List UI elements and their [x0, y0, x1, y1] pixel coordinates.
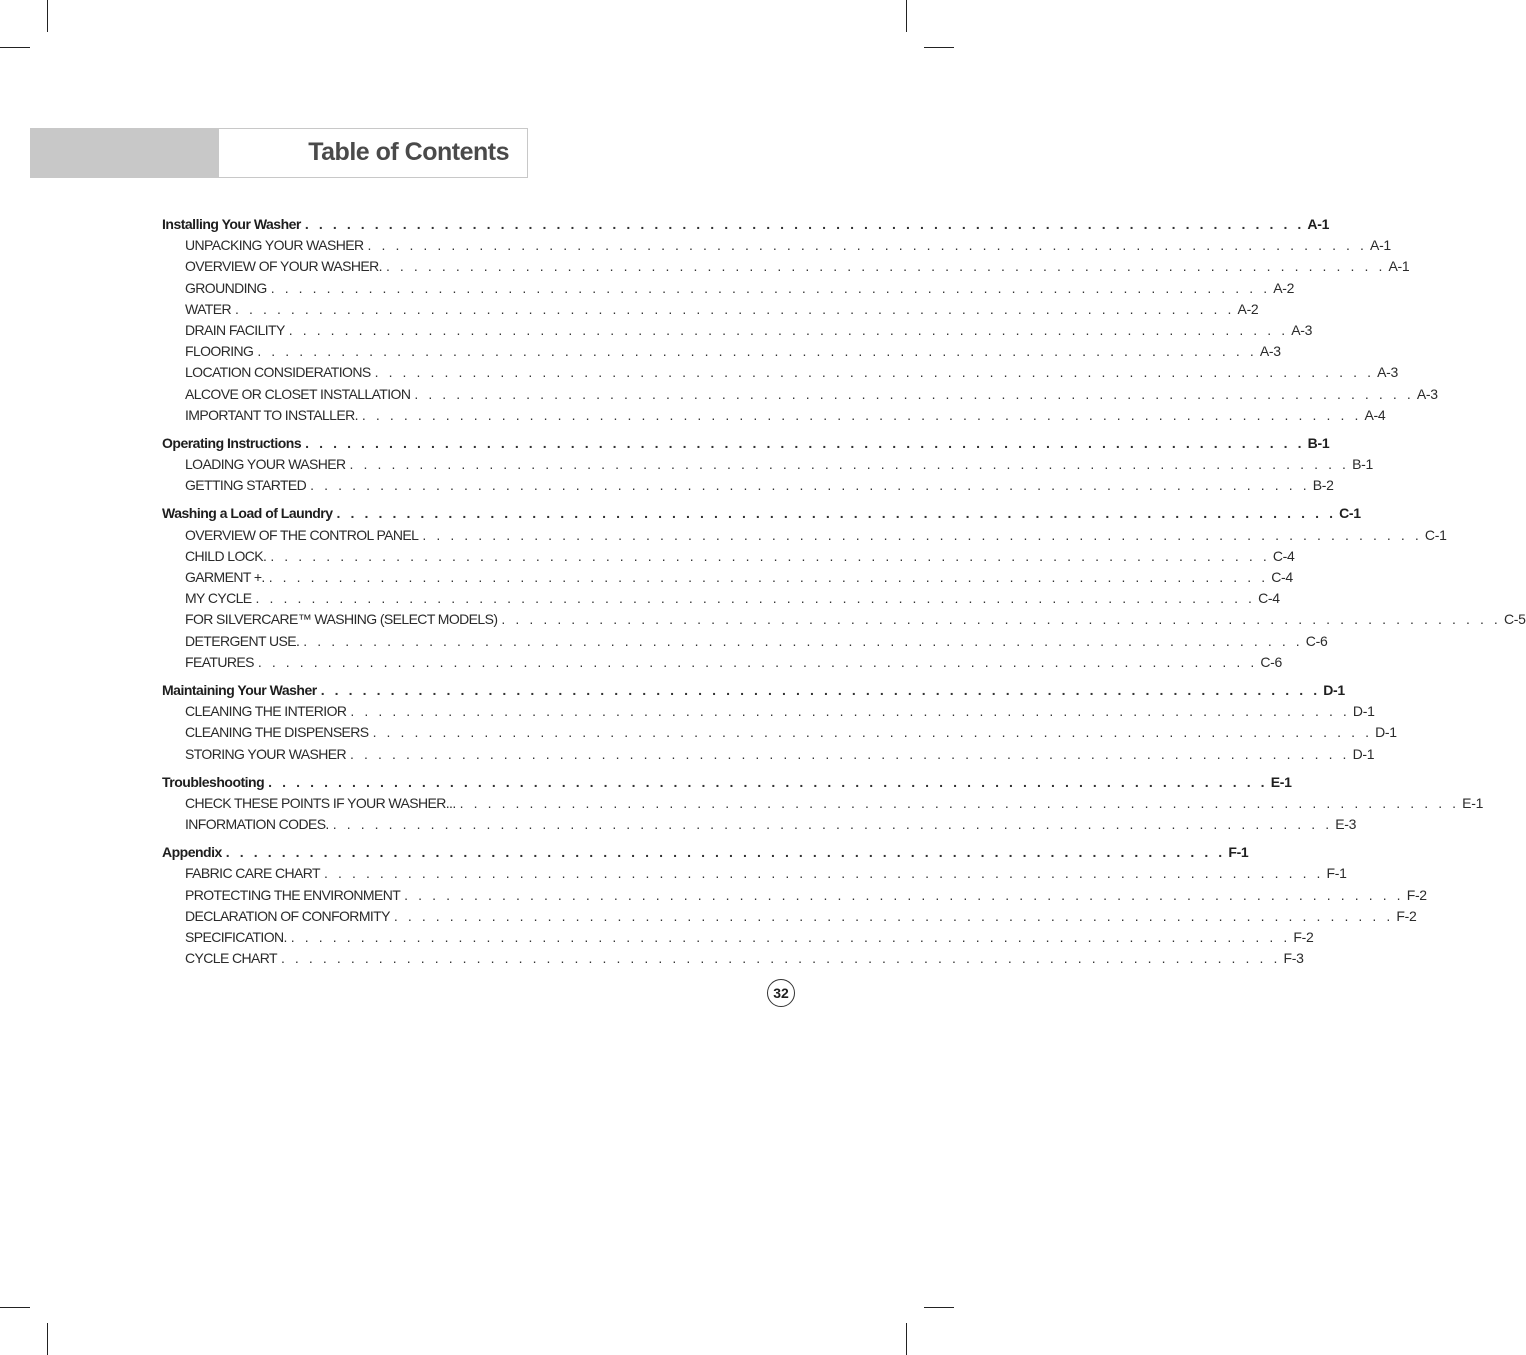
toc-entry[interactable]: [162, 927, 1314, 948]
toc-section-heading[interactable]: [162, 842, 1249, 863]
toc-entry-label: GETTING STARTED: [185, 477, 307, 494]
toc-entry[interactable]: [162, 235, 1391, 256]
toc-entry-label: SPECIFICATION.: [185, 929, 287, 945]
toc-entry-label: FABRIC CARE CHART: [185, 865, 321, 882]
toc-entry-label: CYCLE CHART: [185, 950, 277, 967]
header-grey-block: [31, 129, 219, 177]
dot-leader: . . . . . . . . . . . . . . . . . . . . . . . . . . . . . . . . . . . . . . . . . . . . . . . . . . . . . . . . . . . . . . . . . . . . . . . .: [290, 929, 1291, 945]
dot-leader: . . . . . . . . . . . . . . . . . . . . . . . . . . . . . . . . . . . . . . . . . . . . . . . . . . . . . . . . . . . . . . . . . . . . . . . .: [385, 258, 1386, 275]
toc-entry[interactable]: [162, 546, 1295, 567]
toc-section-heading[interactable]: [162, 772, 1292, 793]
dot-leader: . . . . . . . . . . . . . . . . . . . . . . . . . . . . . . . . . . . . . . . . . . . . . . . . . . . . . . . . . . . . . . . . . . . . . . . .: [320, 681, 1321, 698]
toc-entry[interactable]: [162, 631, 1328, 652]
toc-section-heading[interactable]: [162, 433, 1330, 454]
toc-section-heading-label: Operating Instructions: [162, 434, 302, 451]
toc-entry-page: C-1: [1424, 526, 1447, 543]
toc-entry-page: C-4: [1258, 590, 1280, 607]
toc-entry[interactable]: [162, 454, 1373, 475]
dot-leader: . . . . . . . . . . . . . . . . . . . . . . . . . . . . . . . . . . . . . . . . . . . . . . . . . . . . . . . . . . . . . . . . . . . . . . . .: [270, 279, 1271, 296]
toc-section: [162, 503, 1526, 673]
dot-leader: . . . . . . . . . . . . . . . . . . . . . . . . . . . . . . . . . . . . . . . . . . . . . . . . . . . . . . . . . . . . . . . . . . . . . . . .: [336, 505, 1337, 522]
toc-entry-page: A-2: [1273, 279, 1295, 296]
dot-leader: . . . . . . . . . . . . . . . . . . . . . . . . . . . . . . . . . . . . . . . . . . . . . . . . . . . . . . . . . . . . . . . . . . . . . . . .: [361, 406, 1362, 423]
dot-leader: . . . . . . . . . . . . . . . . . . . . . . . . . . . . . . . . . . . . . . . . . . . . . . . . . . . . . . . . . . . . . . . . . . . . . . . .: [268, 569, 1269, 585]
toc-section: [162, 214, 1438, 426]
toc-section-heading-page: D-1: [1323, 681, 1345, 698]
dot-leader: . . . . . . . . . . . . . . . . . . . . . . . . . . . . . . . . . . . . . . . . . . . . . . . . . . . . . . . . . . . . . . . . . . . . . . . .: [422, 526, 1422, 543]
page-header: [30, 128, 528, 178]
dot-leader: . . . . . . . . . . . . . . . . . . . . . . . . . . . . . . . . . . . . . . . . . . . . . . . . . . . . . . . . . . . . . . . . . . . . . . . .: [393, 907, 1394, 924]
dot-leader: . . . . . . . . . . . . . . . . . . . . . . . . . . . . . . . . . . . . . . . . . . . . . . . . . . . . . . . . . . . . . . . . . . . . . . . .: [374, 364, 1375, 381]
dot-leader: . . . . . . . . . . . . . . . . . . . . . . . . . . . . . . . . . . . . . . . . . . . . . . . . . . . . . . . . . . . . . . . . . . . . . . . .: [304, 216, 1305, 232]
toc-entry-page: A-3: [1291, 321, 1313, 338]
toc-entry-label: GROUNDING: [185, 279, 267, 296]
toc-entry[interactable]: [162, 278, 1295, 299]
dot-leader: . . . . . . . . . . . . . . . . . . . . . . . . . . . . . . . . . . . . . . . . . . . . . . . . . . . . . . . . . . . . . . . . . . . . . . . .: [268, 773, 1268, 790]
toc-section-heading-label: Washing a Load of Laundry: [162, 505, 333, 522]
toc-section-heading-label: Appendix: [162, 844, 222, 861]
toc-entry[interactable]: [162, 948, 1304, 969]
toc-entry[interactable]: [162, 567, 1293, 588]
toc-entry-label: LOCATION CONSIDERATIONS: [185, 364, 371, 381]
toc-section-heading-page: C-1: [1339, 505, 1361, 522]
toc-entry-page: A-3: [1259, 343, 1281, 360]
toc-entry-label: DECLARATION OF CONFORMITY: [185, 907, 390, 924]
toc-entry[interactable]: [162, 906, 1417, 927]
toc-entry[interactable]: [162, 341, 1281, 362]
toc-entry[interactable]: [162, 588, 1280, 609]
dot-leader: . . . . . . . . . . . . . . . . . . . . . . . . . . . . . . . . . . . . . . . . . . . . . . . . . . . . . . . . . . . . . . . . . . . . . . . .: [255, 590, 1256, 607]
toc-entry[interactable]: [162, 475, 1334, 496]
toc-entry-label: CLEANING THE INTERIOR: [185, 703, 347, 720]
toc-entry-label: CLEANING THE DISPENSERS: [185, 724, 369, 741]
crop-mark: [47, 1323, 48, 1355]
toc-entry-label: INFORMATION CODES.: [185, 816, 329, 833]
toc-entry-label: LOADING YOUR WASHER: [185, 456, 346, 473]
toc-entry-label: FLOORING: [185, 343, 254, 360]
toc-entry-label: GARMENT +.: [185, 569, 265, 585]
dot-leader: . . . . . . . . . . . . . . . . . . . . . . . . . . . . . . . . . . . . . . . . . . . . . . . . . . . . . . . . . . . . . . . . . . . . . . . .: [257, 343, 1257, 360]
dot-leader: . . . . . . . . . . . . . . . . . . . . . . . . . . . . . . . . . . . . . . . . . . . . . . . . . . . . . . . . . . . . . . . . . . . . . . . .: [459, 794, 1460, 811]
toc-entry-page: F-2: [1406, 886, 1427, 903]
toc-entry-page: F-2: [1293, 929, 1314, 945]
toc-section: [162, 842, 1427, 969]
dot-leader: . . . . . . . . . . . . . . . . . . . . . . . . . . . . . . . . . . . . . . . . . . . . . . . . . . . . . . . . . . . . . . . . . . . . . . . .: [310, 477, 1310, 494]
toc-entry-page: A-1: [1370, 237, 1391, 254]
toc-section-heading-page: F-1: [1228, 844, 1249, 861]
toc-entry[interactable]: [162, 320, 1313, 341]
toc-entry-page: A-2: [1237, 300, 1259, 317]
toc-section-heading-label: Troubleshooting: [162, 773, 265, 790]
toc-entry-page: A-1: [1388, 258, 1410, 275]
toc-entry-label: PROTECTING THE ENVIRONMENT: [185, 886, 401, 903]
toc-entry-label: DETERGENT USE.: [185, 632, 300, 649]
toc-entry-label: FOR SILVERCARE™ WASHING (SELECT MODELS): [185, 611, 498, 628]
toc-entry-page: F-2: [1396, 907, 1417, 924]
toc-entry-label: CHILD LOCK.: [185, 547, 267, 564]
toc-entry-label: DRAIN FACILITY: [185, 321, 285, 338]
toc-section: [162, 680, 1397, 765]
toc-entry-page: B-1: [1352, 456, 1373, 473]
toc-entry-page: A-4: [1364, 406, 1386, 423]
crop-mark: [47, 0, 48, 32]
toc-entry[interactable]: [162, 525, 1447, 546]
page-number-badge: 32: [767, 979, 795, 1007]
dot-leader: . . . . . . . . . . . . . . . . . . . . . . . . . . . . . . . . . . . . . . . . . . . . . . . . . . . . . . . . . . . . . . . . . . . . . . . .: [414, 385, 1414, 402]
dot-leader: . . . . . . . . . . . . . . . . . . . . . . . . . . . . . . . . . . . . . . . . . . . . . . . . . . . . . . . . . . . . . . . . . . . . . . . .: [270, 547, 1270, 564]
toc-section-heading-page: A-1: [1307, 216, 1330, 232]
toc-entry-page: C-4: [1272, 547, 1295, 564]
dot-leader: . . . . . . . . . . . . . . . . . . . . . . . . . . . . . . . . . . . . . . . . . . . . . . . . . . . . . . . . . . . . . . . . . . . . . . . .: [332, 816, 1333, 833]
crop-mark: [924, 1307, 954, 1308]
dot-leader: . . . . . . . . . . . . . . . . . . . . . . . . . . . . . . . . . . . . . . . . . . . . . . . . . . . . . . . . . . . . . . . . . . . . . . . .: [350, 703, 1350, 720]
crop-mark: [0, 1307, 30, 1308]
dot-leader: . . . . . . . . . . . . . . . . . . . . . . . . . . . . . . . . . . . . . . . . . . . . . . . . . . . . . . . . . . . . . . . . . . . . . . . .: [235, 300, 1235, 317]
toc-entry[interactable]: [162, 793, 1484, 814]
toc-entry[interactable]: [162, 885, 1427, 906]
page-title: Table of Contents: [308, 138, 509, 166]
toc-entry-page: B-2: [1312, 477, 1334, 494]
toc-entry-page: E-3: [1335, 816, 1357, 833]
dot-leader: . . . . . . . . . . . . . . . . . . . . . . . . . . . . . . . . . . . . . . . . . . . . . . . . . . . . . . . . . . . . . . . . . . . . . . . .: [350, 745, 1350, 762]
dot-leader: . . . . . . . . . . . . . . . . . . . . . . . . . . . . . . . . . . . . . . . . . . . . . . . . . . . . . . . . . . . . . . . . . . . . . . . .: [404, 886, 1404, 903]
toc-section: [162, 433, 1373, 497]
toc-entry-page: A-3: [1377, 364, 1399, 381]
toc-entry-page: F-1: [1326, 865, 1347, 882]
toc-entry-label: IMPORTANT TO INSTALLER.: [185, 406, 358, 423]
toc-entry-page: C-5: [1503, 611, 1526, 628]
toc-entry[interactable]: [162, 814, 1357, 835]
toc-entry-page: C-6: [1260, 653, 1283, 670]
toc-entry-page: D-1: [1375, 724, 1397, 741]
toc-section-heading[interactable]: [162, 214, 1330, 235]
toc-entry[interactable]: [162, 405, 1386, 426]
toc-entry-label: CHECK THESE POINTS IF YOUR WASHER...: [185, 794, 456, 811]
toc-section-heading-label: Maintaining Your Washer: [162, 681, 317, 698]
dot-leader: . . . . . . . . . . . . . . . . . . . . . . . . . . . . . . . . . . . . . . . . . . . . . . . . . . . . . . . . . . . . . . . . . . . . . . . .: [324, 865, 1324, 882]
crop-mark: [0, 47, 30, 48]
dot-leader: . . . . . . . . . . . . . . . . . . . . . . . . . . . . . . . . . . . . . . . . . . . . . . . . . . . . . . . . . . . . . . . . . . . . . . . .: [367, 237, 1368, 254]
dot-leader: . . . . . . . . . . . . . . . . . . . . . . . . . . . . . . . . . . . . . . . . . . . . . . . . . . . . . . . . . . . . . . . . . . . . . . . .: [225, 844, 1226, 861]
dot-leader: . . . . . . . . . . . . . . . . . . . . . . . . . . . . . . . . . . . . . . . . . . . . . . . . . . . . . . . . . . . . . . . . . . . . . . . .: [349, 456, 1350, 473]
toc-entry-label: OVERVIEW OF YOUR WASHER.: [185, 258, 382, 275]
dot-leader: . . . . . . . . . . . . . . . . . . . . . . . . . . . . . . . . . . . . . . . . . . . . . . . . . . . . . . . . . . . . . . . . . . . . . . . .: [303, 632, 1303, 649]
dot-leader: . . . . . . . . . . . . . . . . . . . . . . . . . . . . . . . . . . . . . . . . . . . . . . . . . . . . . . . . . . . . . . . . . . . . . . . .: [305, 434, 1305, 451]
table-of-contents: [162, 214, 1526, 976]
toc-entry-page: F-3: [1283, 950, 1304, 967]
toc-entry-label: STORING YOUR WASHER: [185, 745, 347, 762]
toc-section: [162, 772, 1484, 836]
crop-mark: [906, 0, 907, 32]
toc-entry-page: C-6: [1305, 632, 1328, 649]
crop-mark: [924, 47, 954, 48]
toc-entry[interactable]: [162, 609, 1526, 630]
toc-section-heading-page: E-1: [1270, 773, 1292, 790]
toc-entry[interactable]: [162, 384, 1438, 405]
toc-entry-label: OVERVIEW OF THE CONTROL PANEL: [185, 526, 419, 543]
toc-entry-label: ALCOVE OR CLOSET INSTALLATION: [185, 385, 411, 402]
toc-section-heading-label: Installing Your Washer: [162, 216, 301, 232]
toc-entry-page: E-1: [1462, 794, 1484, 811]
toc-entry[interactable]: [162, 256, 1410, 277]
toc-entry[interactable]: [162, 652, 1283, 673]
toc-entry-page: C-4: [1271, 569, 1293, 585]
toc-entry-label: WATER: [185, 300, 231, 317]
toc-section-heading[interactable]: [162, 680, 1345, 701]
dot-leader: . . . . . . . . . . . . . . . . . . . . . . . . . . . . . . . . . . . . . . . . . . . . . . . . . . . . . . . . . . . . . . . . . . . . . . . .: [288, 321, 1289, 338]
toc-entry-label: MY CYCLE: [185, 590, 252, 607]
toc-entry-label: FEATURES: [185, 653, 254, 670]
toc-entry-label: UNPACKING YOUR WASHER: [185, 237, 364, 254]
crop-mark: [906, 1323, 907, 1355]
toc-entry[interactable]: [162, 299, 1259, 320]
toc-entry-page: D-1: [1352, 745, 1375, 762]
toc-section-heading[interactable]: [162, 503, 1361, 524]
toc-entry[interactable]: [162, 722, 1397, 743]
toc-entry[interactable]: [162, 863, 1347, 884]
toc-entry-page: D-1: [1352, 703, 1375, 720]
toc-entry[interactable]: [162, 701, 1375, 722]
toc-entry[interactable]: [162, 362, 1399, 383]
toc-entry-page: A-3: [1416, 385, 1438, 402]
dot-leader: . . . . . . . . . . . . . . . . . . . . . . . . . . . . . . . . . . . . . . . . . . . . . . . . . . . . . . . . . . . . . . . . . . . . . . . .: [372, 724, 1373, 741]
dot-leader: . . . . . . . . . . . . . . . . . . . . . . . . . . . . . . . . . . . . . . . . . . . . . . . . . . . . . . . . . . . . . . . . . . . . . . . .: [257, 653, 1258, 670]
toc-section-heading-page: B-1: [1307, 434, 1330, 451]
toc-entry[interactable]: [162, 744, 1375, 765]
dot-leader: . . . . . . . . . . . . . . . . . . . . . . . . . . . . . . . . . . . . . . . . . . . . . . . . . . . . . . . . . . . . . . . . . . . . . . . .: [280, 950, 1281, 967]
dot-leader: . . . . . . . . . . . . . . . . . . . . . . . . . . . . . . . . . . . . . . . . . . . . . . . . . . . . . . . . . . . . . . . . . . . . . . . .: [501, 611, 1501, 628]
